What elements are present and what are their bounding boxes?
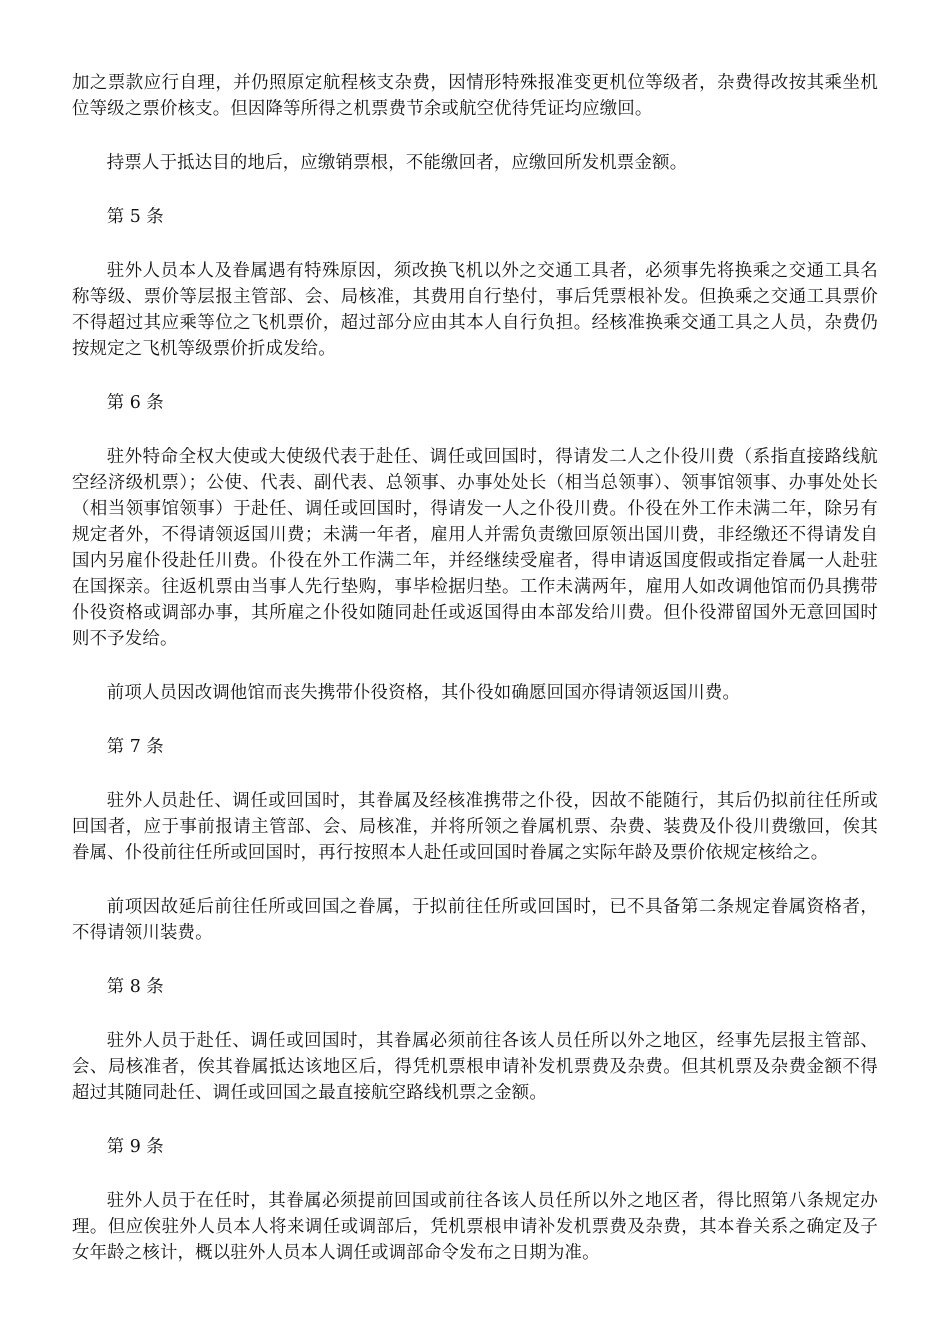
paragraph: 驻外特命全权大使或大使级代表于赴任、调任或回国时，得请发二人之仆役川费（系指直接路线航空经济级机票）；公使、代表、副代表、总领事、办事处处长（相当总领事）、领事馆领事、办事处处长（相当领事馆领事）于赴任、调任或回国时，得请发一人之仆役川费。仆役在外工作未满二年，除另有规定者外，不得请领返国川费；未满一年者，雇用人并需负责缴回原领出国川费，非经缴还不得请发自国内另雇仆役赴任川费。仆役在外工作满二年，并经继续受雇者，得申请返国度假或指定眷属一人赴驻在国探亲。往返机票由当事人先行垫购，事毕检据归垫。工作未满两年，雇用人如改调他馆而仍具携带仆役资格或调部办事，其所雇之仆役如随同赴任或返国得由本部发给川费。但仆役滞留国外无意回国时则不予发给。 (72, 447, 878, 649)
paragraph: 前项因故延后前往任所或回国之眷属，于拟前往任所或回国时，已不具备第二条规定眷属资格者，不得请领川装费。 (72, 897, 878, 943)
paragraph: 驻外人员于在任时，其眷属必须提前回国或前往各该人员任所以外之地区者，得比照第八条规定办理。但应俟驻外人员本人将来调任或调部后，凭机票根申请补发机票费及杂费，其本眷关系之确定及子女年龄之核计，概以驻外人员本人调任或调部命令发布之日期为准。 (72, 1191, 878, 1263)
paragraph: 驻外人员赴任、调任或回国时，其眷属及经核准携带之仆役，因故不能随行，其后仍拟前往任所或回国者，应于事前报请主管部、会、局核准，并将所领之眷属机票、杂费、装费及仆役川费缴回，俟其眷属、仆役前往任所或回国时，再行按照本人赴任或回国时眷属之实际年龄及票价依规定核给之。 (72, 791, 878, 863)
paragraph: 驻外人员于赴任、调任或回国时，其眷属必须前往各该人员任所以外之地区，经事先层报主管部、会、局核准者，俟其眷属抵达该地区后，得凭机票根申请补发机票费及杂费。但其机票及杂费金额不得超过其随同赴任、调任或回国之最直接航空路线机票之金额。 (72, 1031, 878, 1103)
paragraph-continued: 加之票款应行自理，并仍照原定航程核支杂费，因情形特殊报准变更机位等级者，杂费得改按其乘坐机位等级之票价核支。但因降等所得之机票费节余或航空优待凭证均应缴回。 (72, 73, 878, 119)
article-heading-6: 第 6 条 (106, 393, 164, 413)
article-heading-8: 第 8 条 (106, 977, 164, 997)
article-heading-5: 第 5 条 (106, 207, 164, 227)
paragraph: 持票人于抵达目的地后，应缴销票根，不能缴回者，应缴回所发机票金额。 (106, 153, 688, 173)
paragraph: 前项人员因改调他馆而丧失携带仆役资格，其仆役如确愿回国亦得请领返国川费。 (106, 683, 741, 703)
article-heading-9: 第 9 条 (106, 1137, 164, 1157)
paragraph: 驻外人员本人及眷属遇有特殊原因，须改换飞机以外之交通工具者，必须事先将换乘之交通工具名称等级、票价等层报主管部、会、局核准，其费用自行垫付，事后凭票根补发。但换乘之交通工具票价不得超过其应乘等位之飞机票价，超过部分应由其本人自行负担。经核准换乘交通工具之人员，杂费仍按规定之飞机等级票价折成发给。 (72, 261, 878, 359)
document-body (72, 70, 878, 1266)
article-heading-7: 第 7 条 (106, 737, 164, 757)
